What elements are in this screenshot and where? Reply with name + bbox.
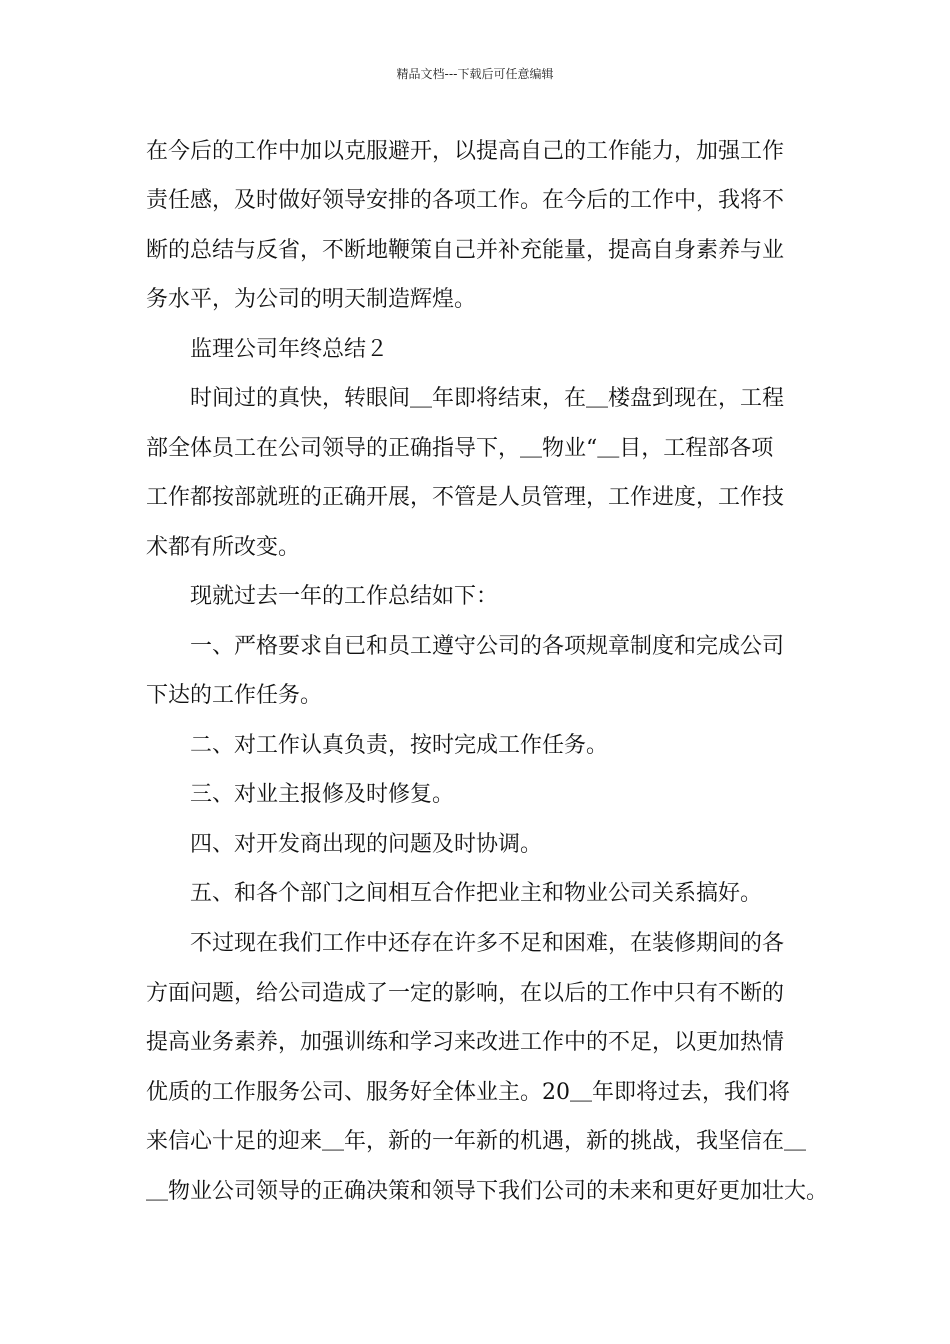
text-line: 术都有所改变。 xyxy=(146,535,301,560)
text-line: 务水平，为公司的明天制造辉煌。 xyxy=(146,287,477,312)
list-item: 三、对业主报修及时修复。 xyxy=(146,782,455,807)
text-line: 下达的工作任务。 xyxy=(146,683,323,708)
text-line: 方面问题，给公司造成了一定的影响，在以后的工作中只有不断的 xyxy=(146,981,785,1006)
text-line: 现就过去一年的工作总结如下： xyxy=(146,584,499,609)
text-line: 在今后的工作中加以克服避开，以提高自己的工作能力，加强工作 xyxy=(146,139,785,164)
text-line: 来信心十足的迎来＿年，新的一年新的机遇，新的挑战，我坚信在＿ xyxy=(146,1129,807,1154)
text-line: ＿物业公司领导的正确决策和领导下我们公司的未来和更好更加壮大。 xyxy=(146,1179,829,1204)
text-line: 优质的工作服务公司、服务好全体业主。20＿年即将过去，我们将 xyxy=(146,1080,790,1105)
list-item: 四、对开发商出现的问题及时协调。 xyxy=(146,832,543,857)
section-heading: 监理公司年终总结２ xyxy=(146,337,389,362)
list-item: 一、严格要求自已和员工遵守公司的各项规章制度和完成公司 xyxy=(146,634,785,659)
list-item: 五、和各个部门之间相互合作把业主和物业公司关系搞好。 xyxy=(146,881,763,906)
text-line: 时间过的真快，转眼间＿年即将结束，在＿楼盘到现在，工程 xyxy=(146,386,785,411)
text-line: 断的总结与反省，不断地鞭策自己并补充能量，提高自身素养与业 xyxy=(146,238,785,263)
page-header: 精品文档---下载后可任意编辑 xyxy=(396,67,554,81)
text-line: 部全体员工在公司领导的正确指导下，＿物业“＿目，工程部各项 xyxy=(146,436,774,461)
list-item: 二、对工作认真负责，按时完成工作任务。 xyxy=(146,733,609,758)
text-line: 提高业务素养，加强训练和学习来改进工作中的不足，以更加热情 xyxy=(146,1030,785,1055)
text-line: 工作都按部就班的正确开展，不管是人员管理，工作进度，工作技 xyxy=(146,485,785,510)
text-line: 不过现在我们工作中还存在许多不足和困难，在装修期间的各 xyxy=(146,931,785,956)
text-line: 责任感，及时做好领导安排的各项工作。在今后的工作中，我将不 xyxy=(146,188,785,213)
